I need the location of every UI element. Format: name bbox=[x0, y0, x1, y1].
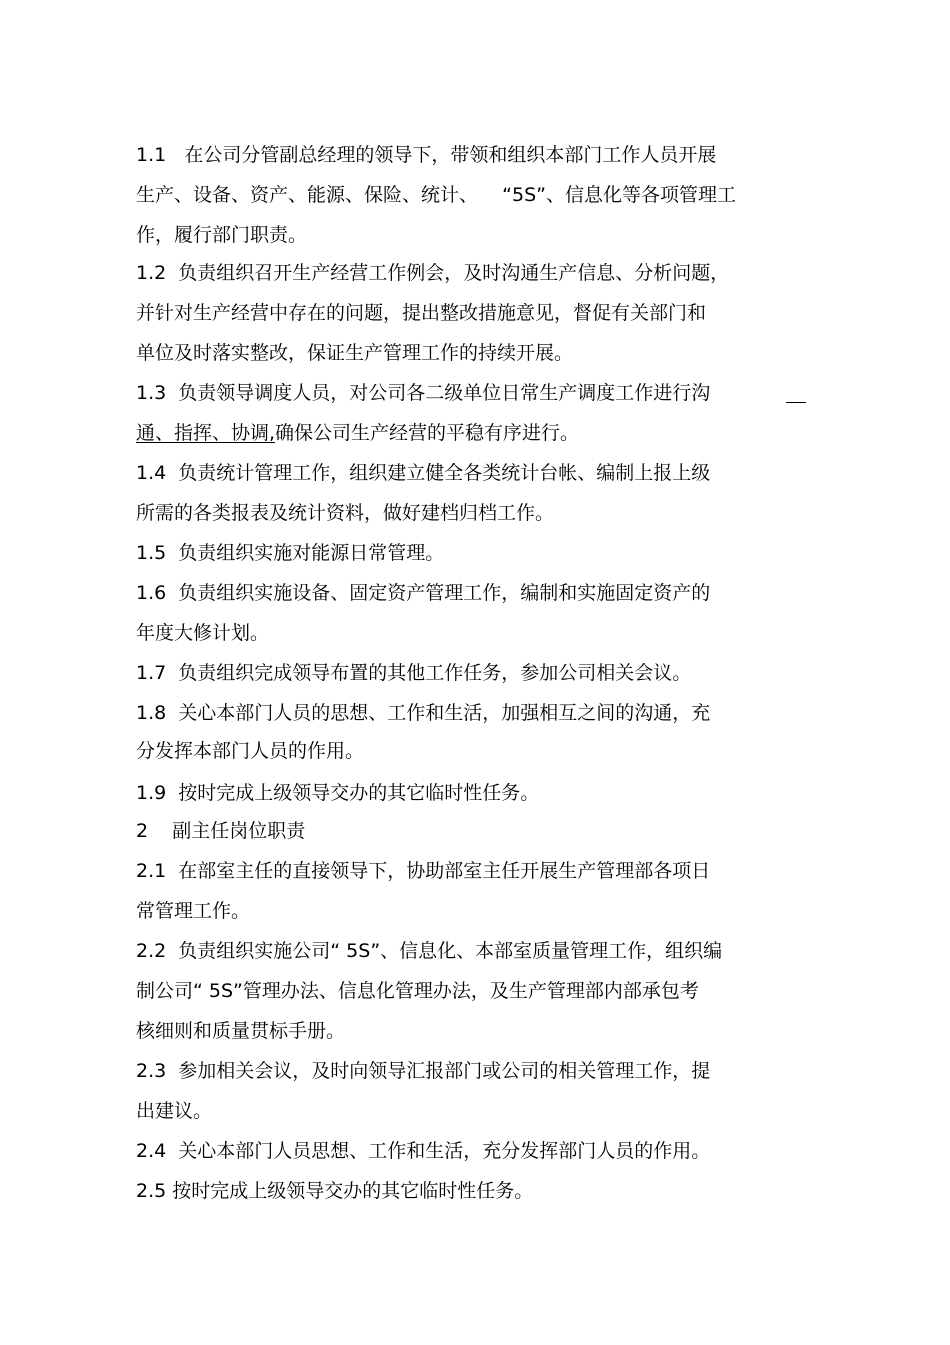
text-line-1-6b: 年度大修计划。 bbox=[136, 622, 270, 644]
text-line-1-9: 1.9 按时完成上级领导交办的其它临时性任务。 bbox=[136, 782, 540, 804]
text-line-1-2a: 1.2 负责组织召开生产经营工作例会，及时沟通生产信息、分析问题， bbox=[136, 262, 730, 284]
blank-underline-mark bbox=[786, 402, 806, 403]
text-line-1-3b-rest: 确保公司生产经营的平稳有序进行。 bbox=[275, 422, 580, 444]
text-line-1-1c: 作，履行部门职责。 bbox=[136, 224, 308, 246]
section-heading-2: 2 副主任岗位职责 bbox=[136, 820, 306, 842]
text-line-1-8b: 分发挥本部门人员的作用。 bbox=[136, 740, 365, 762]
text-line-2-3b: 出建议。 bbox=[136, 1100, 213, 1122]
text-line-1-8a: 1.8 关心本部门人员的思想、工作和生活，加强相互之间的沟通，充 bbox=[136, 702, 711, 724]
underlined-phrase: 通、指挥、协调, bbox=[136, 422, 276, 444]
text-line-1-4b: 所需的各类报表及统计资料，做好建档归档工作。 bbox=[136, 502, 555, 524]
text-line-1-6a: 1.6 负责组织实施设备、固定资产管理工作，编制和实施固定资产的 bbox=[136, 582, 711, 604]
text-line-2-3a: 2.3 参加相关会议，及时向领导汇报部门或公司的相关管理工作，提 bbox=[136, 1060, 711, 1082]
text-line-1-3a: 1.3 负责领导调度人员，对公司各二级单位日常生产调度工作进行沟 bbox=[136, 382, 711, 404]
text-line-1-2b: 并针对生产经营中存在的问题，提出整改措施意见，督促有关部门和 bbox=[136, 302, 707, 324]
text-line-2-5: 2.5 按时完成上级领导交办的其它临时性任务。 bbox=[136, 1180, 534, 1202]
text-line-2-1b: 常管理工作。 bbox=[136, 900, 251, 922]
text-line-1-5: 1.5 负责组织实施对能源日常管理。 bbox=[136, 542, 445, 564]
text-line-1-1a: 1.1 在公司分管副总经理的领导下，带领和组织本部门工作人员开展 bbox=[136, 144, 717, 166]
text-line-2-2c: 核细则和质量贯标手册。 bbox=[136, 1020, 346, 1042]
text-line-2-2a: 2.2 负责组织实施公司“ 5S”、信息化、本部室质量管理工作，组织编 bbox=[136, 940, 723, 962]
text-line-2-1a: 2.1 在部室主任的直接领导下，协助部室主任开展生产管理部各项日 bbox=[136, 860, 711, 882]
text-line-2-4: 2.4 关心本部门人员思想、工作和生活，充分发挥部门人员的作用。 bbox=[136, 1140, 711, 1162]
text-line-2-2b: 制公司“ 5S”管理办法、信息化管理办法，及生产管理部内部承包考 bbox=[136, 980, 699, 1002]
text-line-1-1b: 生产、设备、资产、能源、保险、统计、 “5S”、信息化等各项管理工 bbox=[136, 184, 736, 206]
text-line-1-4a: 1.4 负责统计管理工作，组织建立健全各类统计台帐、编制上报上级 bbox=[136, 462, 711, 484]
text-line-1-7: 1.7 负责组织完成领导布置的其他工作任务，参加公司相关会议。 bbox=[136, 662, 692, 684]
text-line-1-2c: 单位及时落实整改，保证生产管理工作的持续开展。 bbox=[136, 342, 574, 364]
text-line-1-3b bbox=[136, 418, 579, 448]
